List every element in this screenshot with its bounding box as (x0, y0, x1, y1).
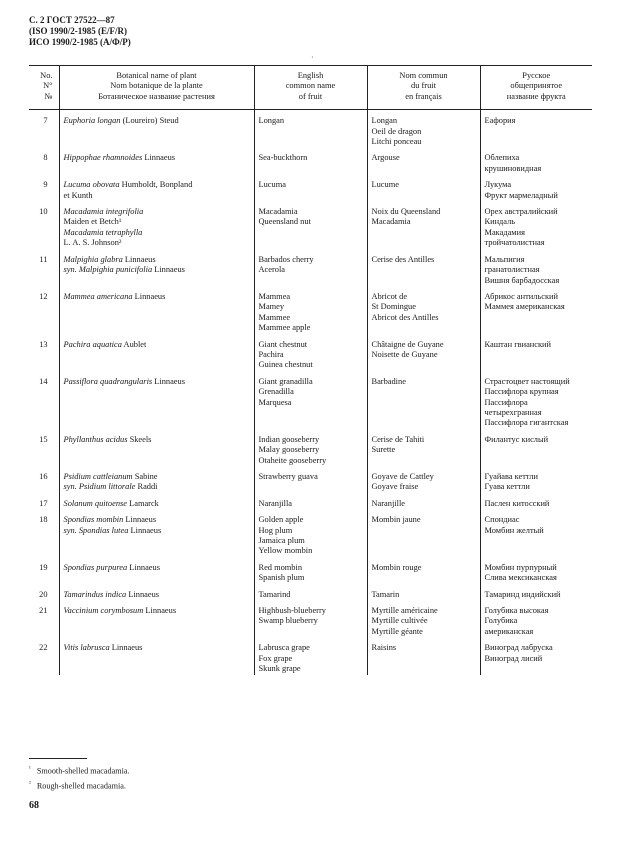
french-line: Abricot de (371, 291, 408, 301)
footnote-rule (29, 758, 87, 759)
row-number: 8 (43, 153, 48, 163)
author-name: Linnaeus (109, 643, 143, 653)
russian-name (480, 116, 592, 147)
english-line: Naranjilla (258, 498, 292, 508)
col-header-line: Botanical name of plant (116, 71, 197, 80)
russian-line: Голубика (484, 616, 518, 626)
author-name: Linnaeus (122, 254, 156, 264)
author-name: Lamarck (127, 498, 159, 508)
table-header-row (29, 66, 592, 110)
english-name (254, 255, 367, 286)
botanical-line (64, 255, 250, 265)
russian-line: Пассифлора (484, 397, 528, 407)
col-header-line: Ботаническое название растения (98, 91, 215, 101)
col-header-line: Nom commun (399, 71, 448, 80)
row-number: 10 (39, 207, 48, 217)
author-name: et Kunth (63, 190, 93, 200)
table-row (29, 377, 592, 429)
footnotes (29, 763, 130, 792)
french-line: Myrtille géante (371, 626, 423, 636)
author-name: Linnaeus (152, 265, 185, 275)
table-row (29, 472, 592, 493)
russian-line: Макадамия (484, 227, 525, 237)
french-line: Surette (371, 445, 396, 455)
french-name (367, 116, 480, 147)
french-name (367, 292, 480, 334)
english-line: Guinea chestnut (258, 360, 313, 370)
latin-name: Solanum quitoense (63, 498, 128, 508)
botanical-name (59, 563, 254, 584)
russian-line: Еафория (484, 116, 516, 126)
botanical-name (59, 515, 254, 557)
french-line: Lucume (371, 180, 399, 190)
botanical-line (64, 191, 250, 201)
latin-name: syn. Psidium littorale (63, 482, 136, 492)
botanical-line (64, 265, 250, 275)
header-iso-code-russian: ИСО 1990/2-1985 (А/Ф/Р) (29, 37, 131, 47)
latin-name: Mammea americana (63, 291, 133, 301)
russian-name (480, 472, 592, 493)
footnote-1: $^{^1}$ Smooth-shelled macadamia. (29, 766, 130, 776)
russian-name (480, 435, 592, 466)
botanical-line (64, 228, 250, 238)
russian-name (480, 180, 592, 201)
table-row (29, 116, 592, 147)
latin-name: Vitis labrusca (63, 643, 110, 653)
russian-name (480, 255, 592, 286)
russian-line: Вишня барбадосская (484, 275, 560, 285)
english-name (254, 153, 367, 174)
author-name: Linnaeus (132, 291, 166, 301)
botanical-name (59, 499, 254, 509)
table-row (29, 499, 592, 509)
russian-name (480, 340, 592, 371)
latin-name: Passiflora quadrangularis (63, 376, 153, 386)
english-line: Sea-buckthorn (258, 153, 308, 163)
author-name: Linnaeus (128, 525, 162, 535)
table-row (29, 590, 592, 600)
english-line: Fox grape (258, 653, 293, 663)
botanical-line (64, 153, 250, 163)
russian-line: Момбин пурпурный (484, 562, 557, 572)
french-name (367, 643, 480, 674)
author-name: Aublet (121, 339, 147, 349)
english-name (254, 606, 367, 637)
french-line: Macadamia (371, 217, 411, 227)
row-number: 19 (39, 562, 48, 572)
russian-name (480, 563, 592, 584)
row-number: 9 (43, 180, 48, 190)
page-header (29, 15, 131, 48)
russian-name (480, 377, 592, 429)
english-line: Otaheite gooseberry (258, 455, 327, 465)
col-header-line: of fruit (298, 91, 323, 101)
col-header-line: en français (405, 91, 442, 101)
russian-line: Мальпигия (484, 254, 525, 264)
english-line: Giant chestnut (258, 339, 308, 349)
botanical-line (64, 238, 250, 248)
french-line: Cerise de Tahiti (371, 434, 425, 444)
french-name (367, 435, 480, 466)
col-header-line: English (297, 71, 324, 80)
row-number: 17 (39, 498, 48, 508)
russian-line: Гуава кеттли (484, 482, 530, 492)
russian-line: Лукума (484, 180, 512, 190)
french-line: Longan (371, 116, 398, 126)
russian-line: Филантус кислый (484, 434, 549, 444)
latin-name: Malpighia glabra (63, 254, 123, 264)
author-name: Linnaeus (143, 606, 177, 616)
english-line: Skunk grape (258, 664, 301, 674)
english-line: Malay gooseberry (258, 445, 320, 455)
english-name (254, 292, 367, 334)
botanical-line (64, 526, 250, 536)
table-row (29, 153, 592, 174)
english-line: Mammee (258, 312, 291, 322)
russian-name (480, 643, 592, 674)
author-name: Sabine (132, 472, 158, 481)
latin-name: Vaccinium corymbosum (63, 606, 144, 616)
col-header-line: название фрукта (506, 91, 566, 101)
latin-name: Spondias purpurea (63, 562, 128, 572)
english-name (254, 515, 367, 557)
french-line: Goyave fraise (371, 482, 419, 492)
french-line: Abricot des Antilles (371, 312, 439, 322)
table-row (29, 207, 592, 249)
latin-name: Euphoria longan (63, 116, 121, 126)
author-name: Linnaeus (126, 589, 160, 599)
botanical-line (64, 515, 250, 525)
botanical-name (59, 435, 254, 466)
english-line: Highbush-blueberry (258, 606, 326, 616)
latin-name: Phyllanthus acidus (63, 434, 128, 444)
botanical-name (59, 153, 254, 174)
botanical-name (59, 116, 254, 147)
author-name: Raddi (135, 482, 158, 492)
french-line: Argouse (371, 153, 400, 163)
english-line: Golden apple (258, 515, 304, 525)
botanical-name (59, 207, 254, 249)
french-line: Noix du Queensland (371, 207, 441, 217)
french-name (367, 499, 480, 509)
english-line: Mamey (258, 302, 285, 312)
french-line: Naranjille (371, 498, 405, 508)
english-name (254, 499, 367, 509)
latin-name: Macadamia integrifolia (63, 207, 144, 217)
english-line: Longan (258, 116, 285, 126)
russian-line: Слива мексиканская (484, 573, 557, 583)
english-line: Tamarind (258, 589, 291, 599)
english-line: Yellow mombin (258, 546, 313, 556)
english-name (254, 377, 367, 429)
col-header-english (254, 66, 367, 110)
russian-line: Каштан гвианский (484, 339, 552, 349)
author-name: Linnaeus (142, 153, 176, 163)
french-name (367, 472, 480, 493)
header-iso-code: (ISO 1990/2-1985 (E/F/R) (29, 26, 127, 36)
english-line: Barbados cherry (258, 254, 314, 264)
english-line: Macadamia (258, 207, 298, 217)
latin-name: syn. Malpighia punicifolia (63, 265, 153, 275)
table-row (29, 515, 592, 557)
russian-line: Тамаринд индийский (484, 589, 561, 599)
russian-name (480, 590, 592, 600)
botanical-line (64, 499, 250, 509)
row-number: 18 (39, 515, 48, 525)
english-line: Mammea (258, 291, 291, 301)
col-header-line: № (44, 91, 53, 101)
russian-line: Киндаль (484, 217, 516, 227)
french-name (367, 207, 480, 249)
russian-name (480, 292, 592, 334)
botanical-name (59, 377, 254, 429)
latin-name: Spondias mombin (63, 515, 124, 525)
english-line: Lucuma (258, 180, 286, 190)
row-number: 13 (39, 339, 48, 349)
row-number: 22 (39, 643, 48, 653)
french-name (367, 180, 480, 201)
english-line: Spanish plum (258, 573, 305, 583)
english-line: Giant granadilla (258, 376, 313, 386)
table-row (29, 340, 592, 371)
english-name (254, 472, 367, 493)
botanical-name (59, 340, 254, 371)
russian-line: Абрикос антильский (484, 291, 558, 301)
russian-line: Пассифлора гигантская (484, 418, 569, 428)
table-row (29, 563, 592, 584)
french-line: Châtaigne de Guyane (371, 339, 444, 349)
latin-name: Tamarindus indica (63, 589, 127, 599)
french-line: Mombin jaune (371, 515, 421, 525)
latin-name: Hippophae rhamnoides (63, 153, 143, 163)
table-row (29, 606, 592, 637)
french-line: Mombin rouge (371, 562, 422, 572)
english-name (254, 643, 367, 674)
english-line: Grenadilla (258, 387, 294, 397)
botanical-line (64, 340, 250, 350)
french-line: Oeil de dragon (371, 126, 422, 136)
scan-speck: · (311, 53, 314, 62)
botanical-line (64, 377, 250, 387)
english-line: Red mombin (258, 562, 303, 572)
botanical-line (64, 116, 250, 126)
english-name (254, 116, 367, 147)
french-line: Tamarin (371, 589, 400, 599)
author-name: L. A. S. Johnson² (63, 238, 122, 248)
col-header-no (29, 66, 59, 110)
russian-line: Маммея американская (484, 302, 565, 312)
botanical-line (64, 590, 250, 600)
table-row (29, 643, 592, 674)
botanical-line (64, 180, 250, 190)
french-name (367, 590, 480, 600)
footnote-2: $^{^2}$ Rough-shelled macadamia. (29, 780, 126, 791)
english-line: Pachira (258, 349, 284, 359)
russian-line: Момбин желтый (484, 525, 544, 535)
french-name (367, 340, 480, 371)
russian-line: крушиновидная (484, 163, 542, 173)
botanical-name (59, 255, 254, 286)
english-line: Jamaica plum (258, 536, 305, 546)
french-line: Noisette de Guyane (371, 349, 438, 359)
french-line: Goyave de Cattley (371, 472, 434, 481)
botanical-name (59, 180, 254, 201)
col-header-line: общепринятое (510, 81, 563, 91)
table-row (29, 292, 592, 334)
row-number: 14 (39, 376, 48, 386)
botanical-name (59, 292, 254, 334)
english-name (254, 435, 367, 466)
english-line: Marquesa (258, 397, 292, 407)
french-line: St Domingue (371, 302, 416, 312)
russian-line: Виноград лабруска (484, 643, 553, 653)
row-number: 21 (39, 606, 48, 616)
row-number: 15 (39, 434, 48, 444)
english-line: Strawberry guava (258, 472, 318, 481)
russian-line: Облепиха (484, 153, 520, 163)
author-name: Linnaeus (152, 376, 185, 386)
row-number: 20 (39, 589, 48, 599)
row-number: 16 (39, 472, 48, 481)
french-line: Barbadine (371, 376, 406, 386)
french-name (367, 606, 480, 637)
french-name (367, 563, 480, 584)
french-line: Raisins (371, 643, 397, 653)
russian-line: Гуайава кеттли (484, 472, 539, 481)
botanical-name (59, 590, 254, 600)
english-line: Queensland nut (258, 217, 311, 227)
latin-name: Macadamia tetraphylla (63, 227, 143, 237)
russian-name (480, 499, 592, 509)
russian-line: Спондиас (484, 515, 520, 525)
french-name (367, 515, 480, 557)
botanical-line (64, 606, 250, 616)
english-line: Mammee apple (258, 323, 311, 333)
english-name (254, 563, 367, 584)
french-line: Myrtille cultivée (371, 616, 428, 626)
russian-line: американская (484, 626, 534, 636)
botanical-name (59, 472, 254, 493)
russian-line: Орех австралийский (484, 207, 558, 217)
row-number: 7 (43, 116, 48, 126)
russian-line: четырехгранная (484, 407, 542, 417)
english-line: Indian gooseberry (258, 434, 320, 444)
latin-name: syn. Spondias lutea (63, 525, 129, 535)
english-line: Swamp blueberry (258, 616, 318, 626)
russian-line: тройчатолистная (484, 238, 545, 248)
russian-line: Голубика высокая (484, 606, 549, 616)
french-line: Myrtille américaine (371, 606, 438, 616)
col-header-french (367, 66, 480, 110)
russian-name (480, 515, 592, 557)
russian-name (480, 606, 592, 637)
french-line: Litchi ponceau (371, 137, 422, 147)
botanical-line (64, 563, 250, 573)
botanical-line (64, 435, 250, 445)
french-name (367, 377, 480, 429)
author-name: Linnaeus (127, 562, 160, 572)
latin-name: Pachira aquatica (63, 339, 122, 349)
table-row (29, 435, 592, 466)
french-name (367, 153, 480, 174)
russian-line: Паслен китосский (484, 498, 550, 508)
col-header-line: common name (285, 81, 336, 91)
botanical-line (64, 207, 250, 217)
author-name: Maiden et Betch¹ (63, 217, 122, 227)
botanical-line (64, 217, 250, 227)
botanical-line (64, 643, 250, 653)
author-name: (Loureiro) Steud (120, 116, 179, 126)
russian-line: Пассифлора крупная (484, 387, 559, 397)
col-header-line: Nom botanique de la plante (110, 81, 203, 91)
russian-line: гранатолистная (484, 265, 540, 275)
col-header-line: No. (40, 71, 53, 80)
english-name (254, 207, 367, 249)
header-standard-code: С. 2 ГОСТ 27522—87 (29, 15, 115, 25)
col-header-russian (480, 66, 592, 110)
botanical-name (59, 606, 254, 637)
english-line: Labrusca grape (258, 643, 310, 653)
table-row (29, 180, 592, 201)
russian-line: Фрукт мармеладный (484, 190, 558, 200)
french-name (367, 255, 480, 286)
english-name (254, 180, 367, 201)
botanical-name (59, 643, 254, 674)
fruit-names-table (29, 65, 592, 675)
author-name: Humboldt, Bonpland (119, 180, 193, 190)
row-number: 12 (39, 291, 48, 301)
col-header-line: N° (43, 81, 53, 91)
russian-name (480, 153, 592, 174)
col-header-line: du fruit (411, 81, 436, 91)
col-header-line: Русское (522, 71, 551, 80)
english-name (254, 590, 367, 600)
author-name: Linnaeus (123, 515, 157, 525)
russian-line: Страстоцвет настоящий (484, 376, 570, 386)
botanical-line (64, 472, 250, 482)
botanical-line (64, 292, 250, 302)
col-header-botanical (59, 66, 254, 110)
english-name (254, 340, 367, 371)
latin-name: Lucuma obovata (63, 180, 120, 190)
table-body (29, 110, 592, 675)
table-row (29, 255, 592, 286)
author-name: Skeels (127, 434, 152, 444)
page-number: 68 (29, 800, 39, 811)
english-line: Hog plum (258, 525, 293, 535)
russian-line: Виноград лисий (484, 653, 543, 663)
row-number: 11 (39, 254, 48, 264)
english-line: Acerola (258, 265, 286, 275)
french-line: Cerise des Antilles (371, 254, 435, 264)
botanical-line (64, 482, 250, 492)
latin-name: Psidium cattleianum (63, 472, 133, 481)
russian-name (480, 207, 592, 249)
